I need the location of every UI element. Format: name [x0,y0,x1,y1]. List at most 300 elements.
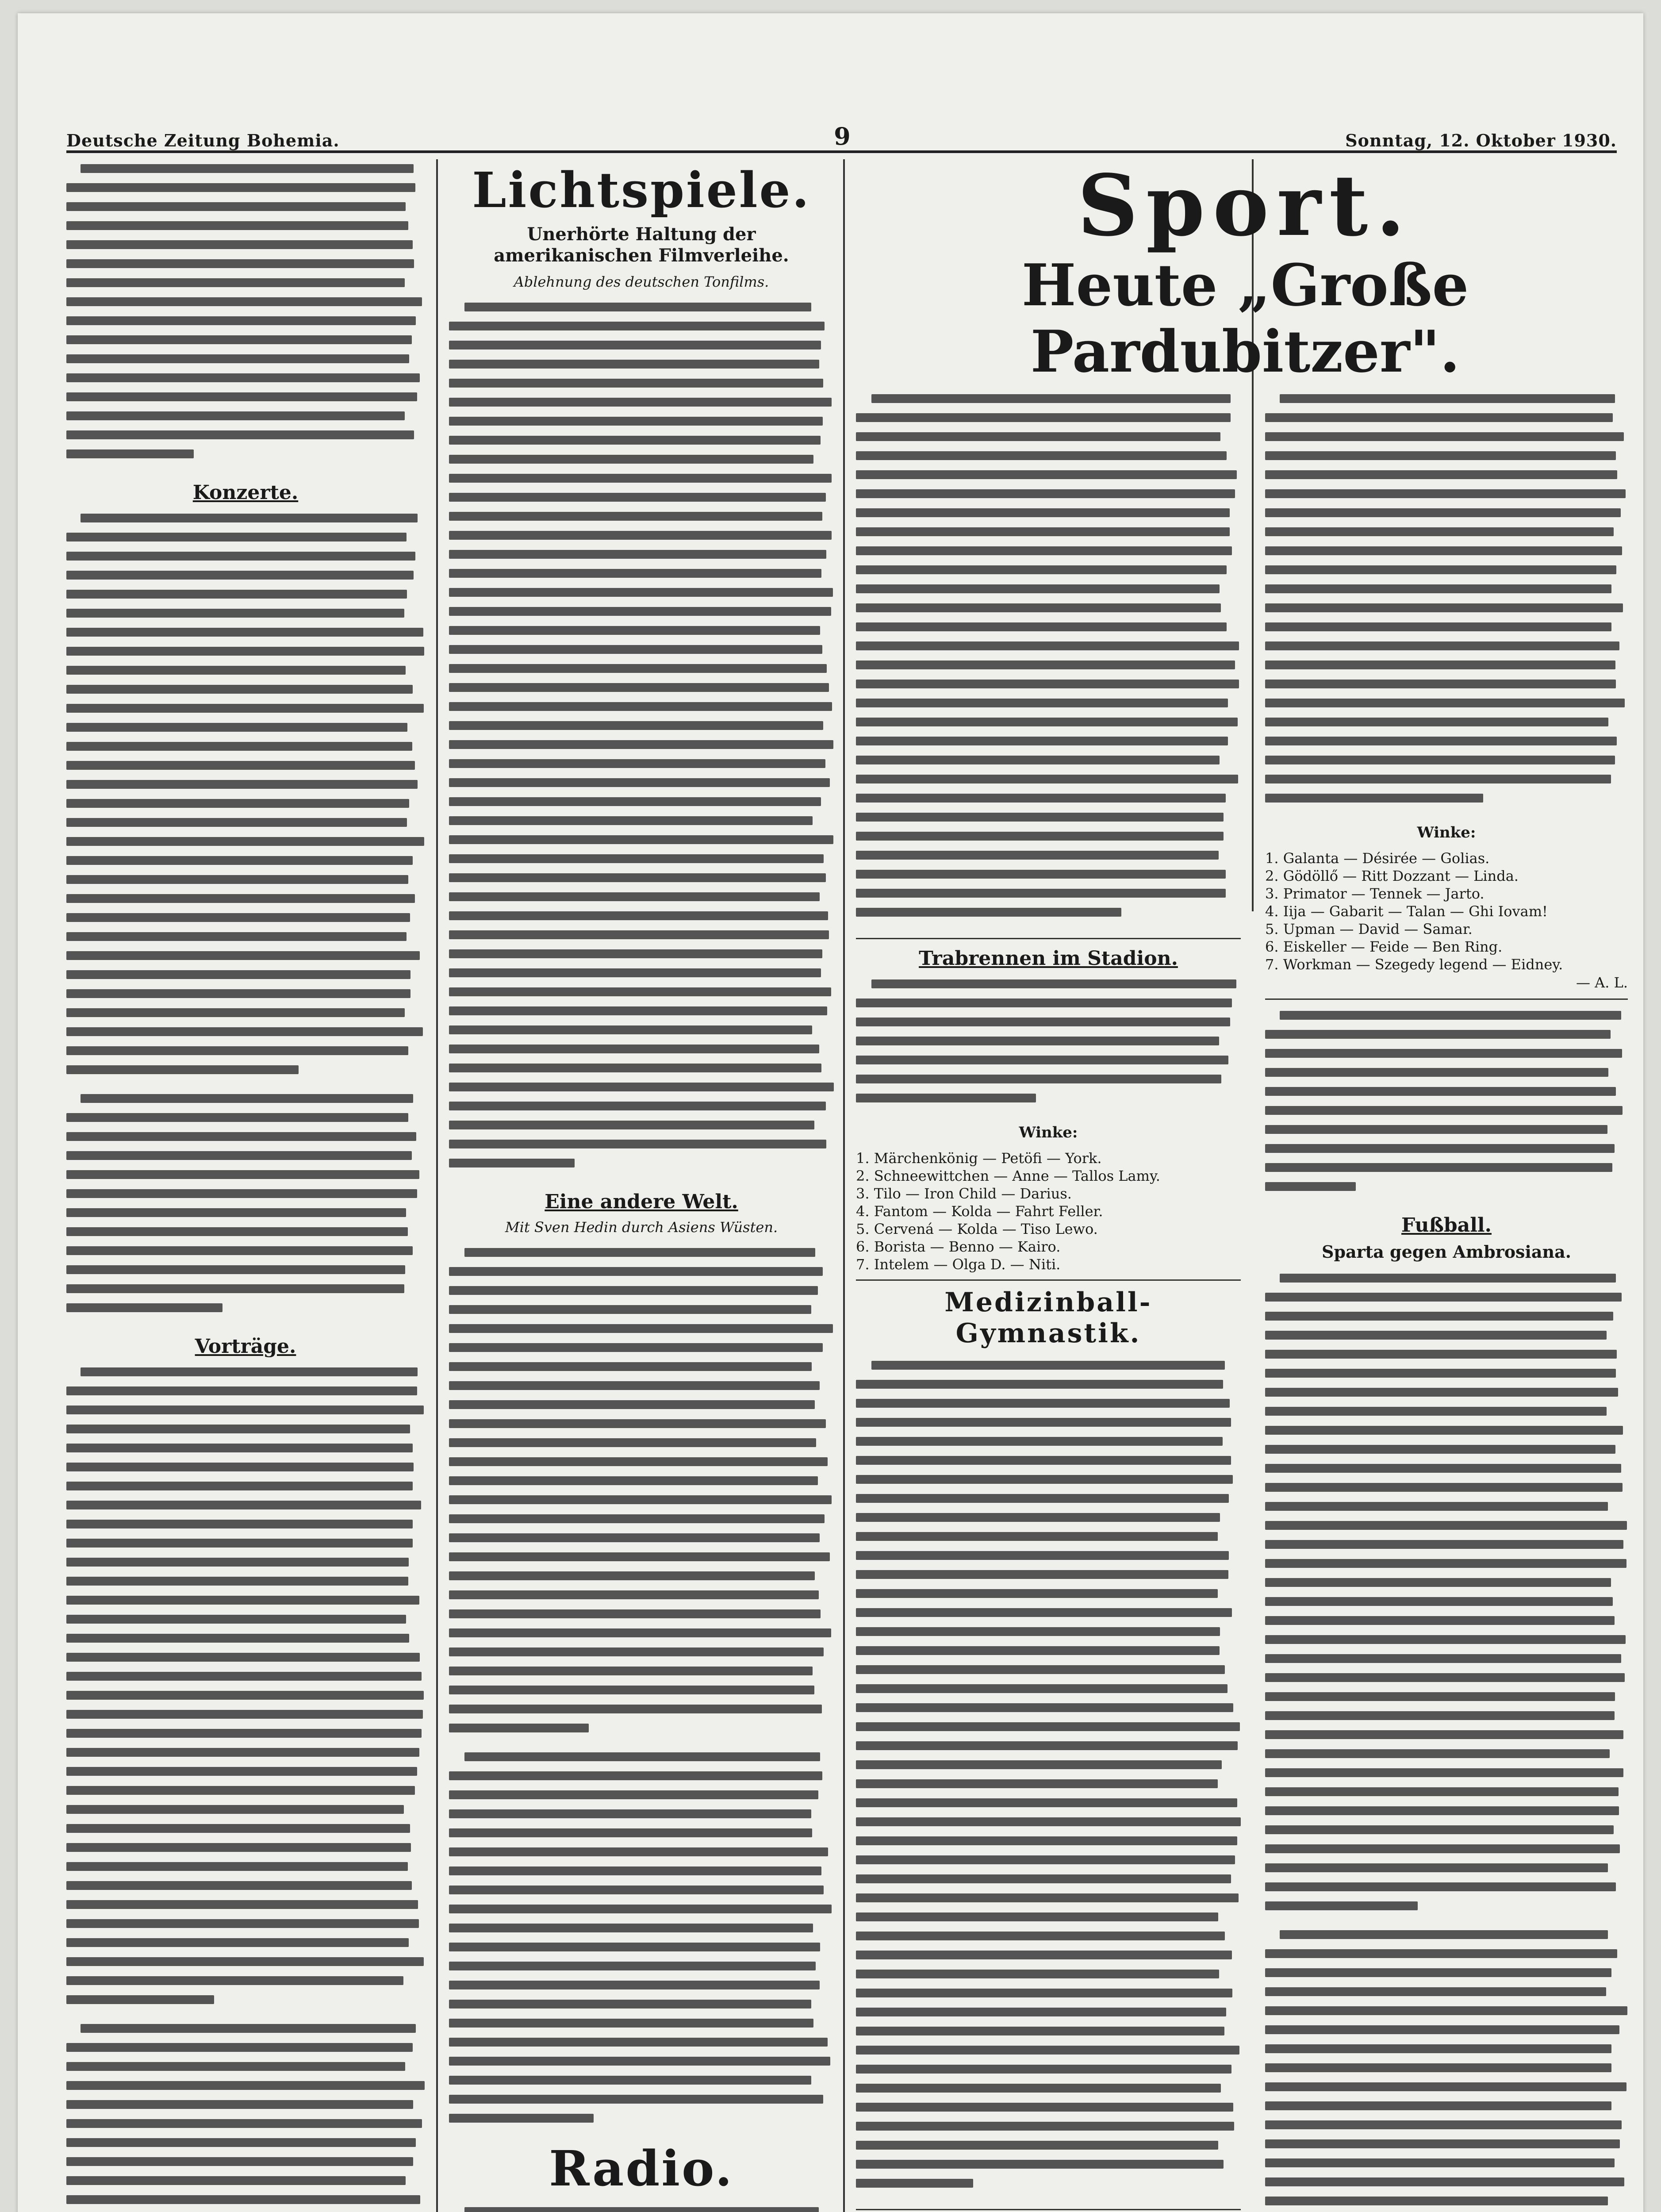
text-line [1265,770,1628,789]
text-line [856,789,1241,808]
text-line [1265,1725,1628,1744]
text-line [66,1279,425,1298]
text-line [66,1686,425,1705]
text-line [449,1586,834,1605]
text-line [66,1477,425,1496]
text-line [66,1363,425,1382]
text-line [66,426,425,445]
text-line [856,865,1241,884]
text-line [449,1433,834,1452]
text-line [1265,427,1628,446]
text-line [449,716,834,735]
text-line [449,1338,834,1357]
text-line [449,2090,834,2109]
text-line [449,1414,834,1433]
text-line [1265,1082,1628,1101]
text-line [449,868,834,887]
text-line [66,216,425,235]
text-line [66,1553,425,1572]
text-line [66,604,425,623]
text-line [449,830,834,849]
text-line [449,1021,834,1040]
column-divider [436,159,438,2212]
text-block [449,1747,834,2138]
text-line [1265,1963,1628,1982]
text-line [1265,1611,1628,1630]
text-line [449,754,834,773]
text-line [449,1681,834,1700]
text-line [66,292,425,311]
text-line [449,1919,834,1938]
text-line [1265,2039,1628,2058]
text-line [66,330,425,349]
text-line [66,699,425,718]
text-line [1265,1326,1628,1345]
text-line [66,1781,425,1800]
text-line [66,1146,425,1165]
heading-fussball: Fußball. [1401,1214,1492,1237]
text-line [1265,1421,1628,1440]
text-line [449,1605,834,1624]
text-line [449,945,834,964]
text-line [449,792,834,811]
text-line [1265,789,1628,808]
text-line [1265,1706,1628,1725]
text-line [856,522,1241,541]
text-block [66,509,425,1089]
text-line [66,1260,425,1279]
text-line [1265,2173,1628,2192]
text-line [1265,694,1628,713]
text-line [449,602,834,621]
masthead [66,102,1617,153]
text-line [1265,1459,1628,1478]
subheading-hedin: Mit Sven Hedin durch Asiens Wüsten. [505,1219,778,1236]
text-line [66,1041,425,1060]
column-theater-concerts [66,159,425,2212]
text-line [856,503,1241,522]
text-line [66,623,425,642]
text-line [449,1059,834,1078]
text-line [66,407,425,426]
text-line [449,526,834,545]
text-line [1265,1307,1628,1326]
text-line [66,197,425,216]
text-line [1265,2078,1628,2097]
text-line [856,1774,1241,1793]
column-film-radio [449,159,834,2212]
text-line [1265,1820,1628,1839]
text-block [1265,1269,1628,1925]
text-line [66,2095,425,2114]
text-line [66,2209,425,2212]
text-block [856,975,1241,1118]
runners-list [856,1149,1241,1273]
text-line [66,1762,425,1781]
text-line [66,2171,425,2190]
text-line [449,1097,834,1116]
text-line [1265,1269,1628,1288]
text-line [1265,675,1628,694]
text-line [66,235,425,254]
text-line [856,408,1241,427]
text-line [66,509,425,528]
text-line [449,697,834,716]
text-line [449,1843,834,1862]
text-line [66,813,425,832]
text-line [449,773,834,792]
text-line [449,1805,834,1824]
text-line [856,446,1241,465]
column-divider [843,159,845,2212]
text-line [1265,1044,1628,1063]
text-line [449,1643,834,1662]
text-line [856,1965,1241,1984]
text-line [856,903,1241,922]
text-line [66,1298,425,1317]
sport-title: Sport. [1077,159,1413,255]
text-line [856,427,1241,446]
text-line [66,794,425,813]
text-line [1265,2116,1628,2135]
text-line [66,273,425,292]
text-line [856,1717,1241,1736]
text-line [449,2109,834,2128]
text-line [1265,1158,1628,1177]
text-line [1265,1763,1628,1782]
text-line [66,718,425,737]
text-line [1265,1668,1628,1687]
text-line [1265,2192,1628,2211]
heading-lichtspiele: Lichtspiele. [472,161,811,219]
text-line [449,1976,834,1995]
text-line [66,1990,425,2009]
text-line [66,254,425,273]
text-line [856,1051,1241,1070]
signature: — A. L. [1576,974,1628,991]
text-line [856,1527,1241,1546]
text-line [856,599,1241,618]
text-line [449,1154,834,1173]
text-line [856,713,1241,732]
text-block [449,298,834,1183]
text-line [449,1509,834,1528]
text-line [856,770,1241,789]
text-line [66,585,425,604]
text-line [449,1002,834,1021]
text-line [856,1394,1241,1413]
text-line [66,1108,425,1127]
text-line [856,1889,1241,1908]
text-line [449,507,834,526]
text-line [1265,389,1628,408]
runner-entry: 1. Märchenkönig — Petöfi — York. [856,1150,1102,1167]
text-line [856,751,1241,770]
text-line [856,1984,1241,2003]
text-line [449,1395,834,1414]
text-line [1265,1120,1628,1139]
text-line [856,2022,1241,2041]
text-line [856,2003,1241,2022]
text-line [449,906,834,926]
text-line [449,1767,834,1786]
text-line [856,808,1241,827]
text-line [449,926,834,945]
text-line [1265,1177,1628,1196]
text-line [1265,1744,1628,1763]
text-line [1265,751,1628,770]
separator [856,1279,1241,1281]
text-line [856,1832,1241,1851]
text-line [856,1584,1241,1603]
text-line [66,1933,425,1952]
text-line [449,1471,834,1490]
text-line [66,1629,425,1648]
text-line [1265,1649,1628,1668]
text-line [1265,1982,1628,2001]
text-line [856,1508,1241,1527]
text-line [1265,1025,1628,1044]
text-line [856,1813,1241,1832]
text-line [66,1572,425,1591]
text-block [1265,1006,1628,1206]
text-line [449,964,834,983]
heading-andere-welt: Eine andere Welt. [545,1190,738,1213]
text-line [1265,541,1628,561]
text-line [1265,1801,1628,1820]
text-line [449,1824,834,1843]
text-line [856,2060,1241,2079]
text-line [856,1660,1241,1679]
text-line [449,1452,834,1471]
text-line [66,1165,425,1184]
text-line [66,1060,425,1079]
text-line [856,1375,1241,1394]
text-line [449,887,834,906]
text-line [66,984,425,1003]
text-line [66,661,425,680]
runner-entry: 4. Iija — Gabarit — Talan — Ghi Iovam! [1265,903,1548,920]
text-line [1265,1478,1628,1497]
text-line [856,465,1241,484]
text-line [1265,1497,1628,1516]
text-line [449,1040,834,1059]
text-line [856,1470,1241,1489]
text-line [449,336,834,355]
text-line [856,827,1241,846]
text-line [856,1946,1241,1965]
text-line [1265,1288,1628,1307]
text-line [66,851,425,870]
text-line [856,541,1241,561]
text-line [856,1356,1241,1375]
text-line [66,1203,425,1222]
text-line [66,1184,425,1203]
text-line [856,1032,1241,1051]
runner-entry: 3. Tilo — Iron Child — Darius. [856,1185,1072,1202]
runner-entry: 5. Cervená — Kolda — Tiso Lewo. [856,1221,1098,1237]
text-line [856,846,1241,865]
text-line [856,1622,1241,1641]
runner-entry: 2. Schneewittchen — Anne — Tallos Lamy. [856,1167,1160,1184]
text-line [1265,561,1628,580]
text-line [66,756,425,775]
text-line [449,621,834,640]
text-line [66,178,425,197]
text-line [1265,1345,1628,1364]
text-line [1265,637,1628,656]
text-line [1265,1687,1628,1706]
text-line [449,1281,834,1300]
text-line [66,388,425,407]
text-line [66,1876,425,1895]
text-line [856,884,1241,903]
text-line [66,1705,425,1724]
separator [856,2209,1241,2210]
text-line [66,2152,425,2171]
text-line [856,1927,1241,1946]
subheading-tonfilm: Ablehnung des deutschen Tonfilms. [514,273,769,290]
text-line [856,1489,1241,1508]
text-block [1265,1925,1628,2212]
text-line [66,1895,425,1914]
text-line [449,1078,834,1097]
text-line [66,1743,425,1762]
text-line [66,2114,425,2133]
text-line [1265,1364,1628,1383]
text-line [449,431,834,450]
text-line [449,2033,834,2052]
text-block [449,2202,834,2212]
paper-name: Deutsche Zeitung Bohemia. [66,131,340,150]
text-line [1265,1878,1628,1897]
separator [856,938,1241,939]
text-line [856,1089,1241,1108]
text-line [66,566,425,585]
text-line [66,2019,425,2038]
text-line [856,1451,1241,1470]
runner-entry: 4. Fantom — Kolda — Fahrt Feller. [856,1203,1103,1220]
separator [1265,998,1628,1000]
runner-entry: 3. Primator — Tennek — Jarto. [1265,885,1485,902]
text-line [66,908,425,927]
text-block [449,1243,834,1747]
text-line [1265,2001,1628,2020]
runner-entry: 1. Galanta — Désirée — Golias. [1265,850,1490,867]
text-line [66,1648,425,1667]
text-line [66,1914,425,1933]
text-block [66,159,425,473]
text-block [66,1089,425,1327]
text-line [1265,408,1628,427]
text-line [856,2079,1241,2098]
text-line [449,2014,834,2033]
text-line [66,927,425,946]
text-line [449,1357,834,1376]
column-sport-left [856,389,1241,2212]
text-line [66,965,425,984]
text-line [449,1243,834,1262]
text-line [66,1515,425,1534]
text-line [66,547,425,566]
text-line [449,355,834,374]
text-line [1265,732,1628,751]
text-line [856,1070,1241,1089]
text-line [66,889,425,908]
text-line [1265,2058,1628,2078]
text-line [856,484,1241,503]
text-line [1265,1839,1628,1859]
text-line [1265,484,1628,503]
text-line [449,1548,834,1567]
text-line [1265,1630,1628,1649]
text-line [66,1534,425,1553]
text-line [66,445,425,464]
heading-trabrennen: Trabrennen im Stadion. [919,947,1178,970]
text-line [1265,1402,1628,1421]
text-line [449,1700,834,1719]
text-line [449,811,834,830]
text-line [66,1241,425,1260]
text-line [449,450,834,469]
text-line [66,1857,425,1876]
text-line [856,1793,1241,1813]
text-line [449,1747,834,1767]
text-line [1265,2135,1628,2154]
text-line [449,1624,834,1643]
text-line [1265,1573,1628,1592]
text-line [449,583,834,602]
text-line [1265,656,1628,675]
text-line [856,389,1241,408]
text-line [449,469,834,488]
text-line [449,317,834,336]
text-line [66,870,425,889]
text-line [66,159,425,178]
text-line [66,1089,425,1108]
text-line [1265,1592,1628,1611]
text-line [449,678,834,697]
text-line [856,2136,1241,2155]
text-line [449,1938,834,1957]
column-sport-right [1265,389,1628,2212]
subheading-filmverleihe: Unerhörte Haltung der amerikanischen Filmverleihe. [494,224,789,266]
text-line [66,832,425,851]
text-line [66,1819,425,1838]
text-line [449,412,834,431]
text-line [856,975,1241,994]
runner-entry: 6. Borista — Benno — Kairo. [856,1238,1061,1255]
text-line [449,545,834,564]
text-line [66,1971,425,1990]
text-line [66,1724,425,1743]
text-line [449,1319,834,1338]
text-line [856,1736,1241,1755]
text-line [449,2071,834,2090]
text-line [449,2202,834,2212]
text-line [449,983,834,1002]
text-line [856,2117,1241,2136]
text-line [856,1755,1241,1774]
text-line [449,298,834,317]
text-line [1265,522,1628,541]
subheading-sparta: Sparta gegen Ambrosiana. [1322,1242,1571,1262]
text-line [1265,1440,1628,1459]
text-line [856,2041,1241,2060]
text-block [856,389,1241,932]
text-line [66,528,425,547]
text-line [1265,465,1628,484]
